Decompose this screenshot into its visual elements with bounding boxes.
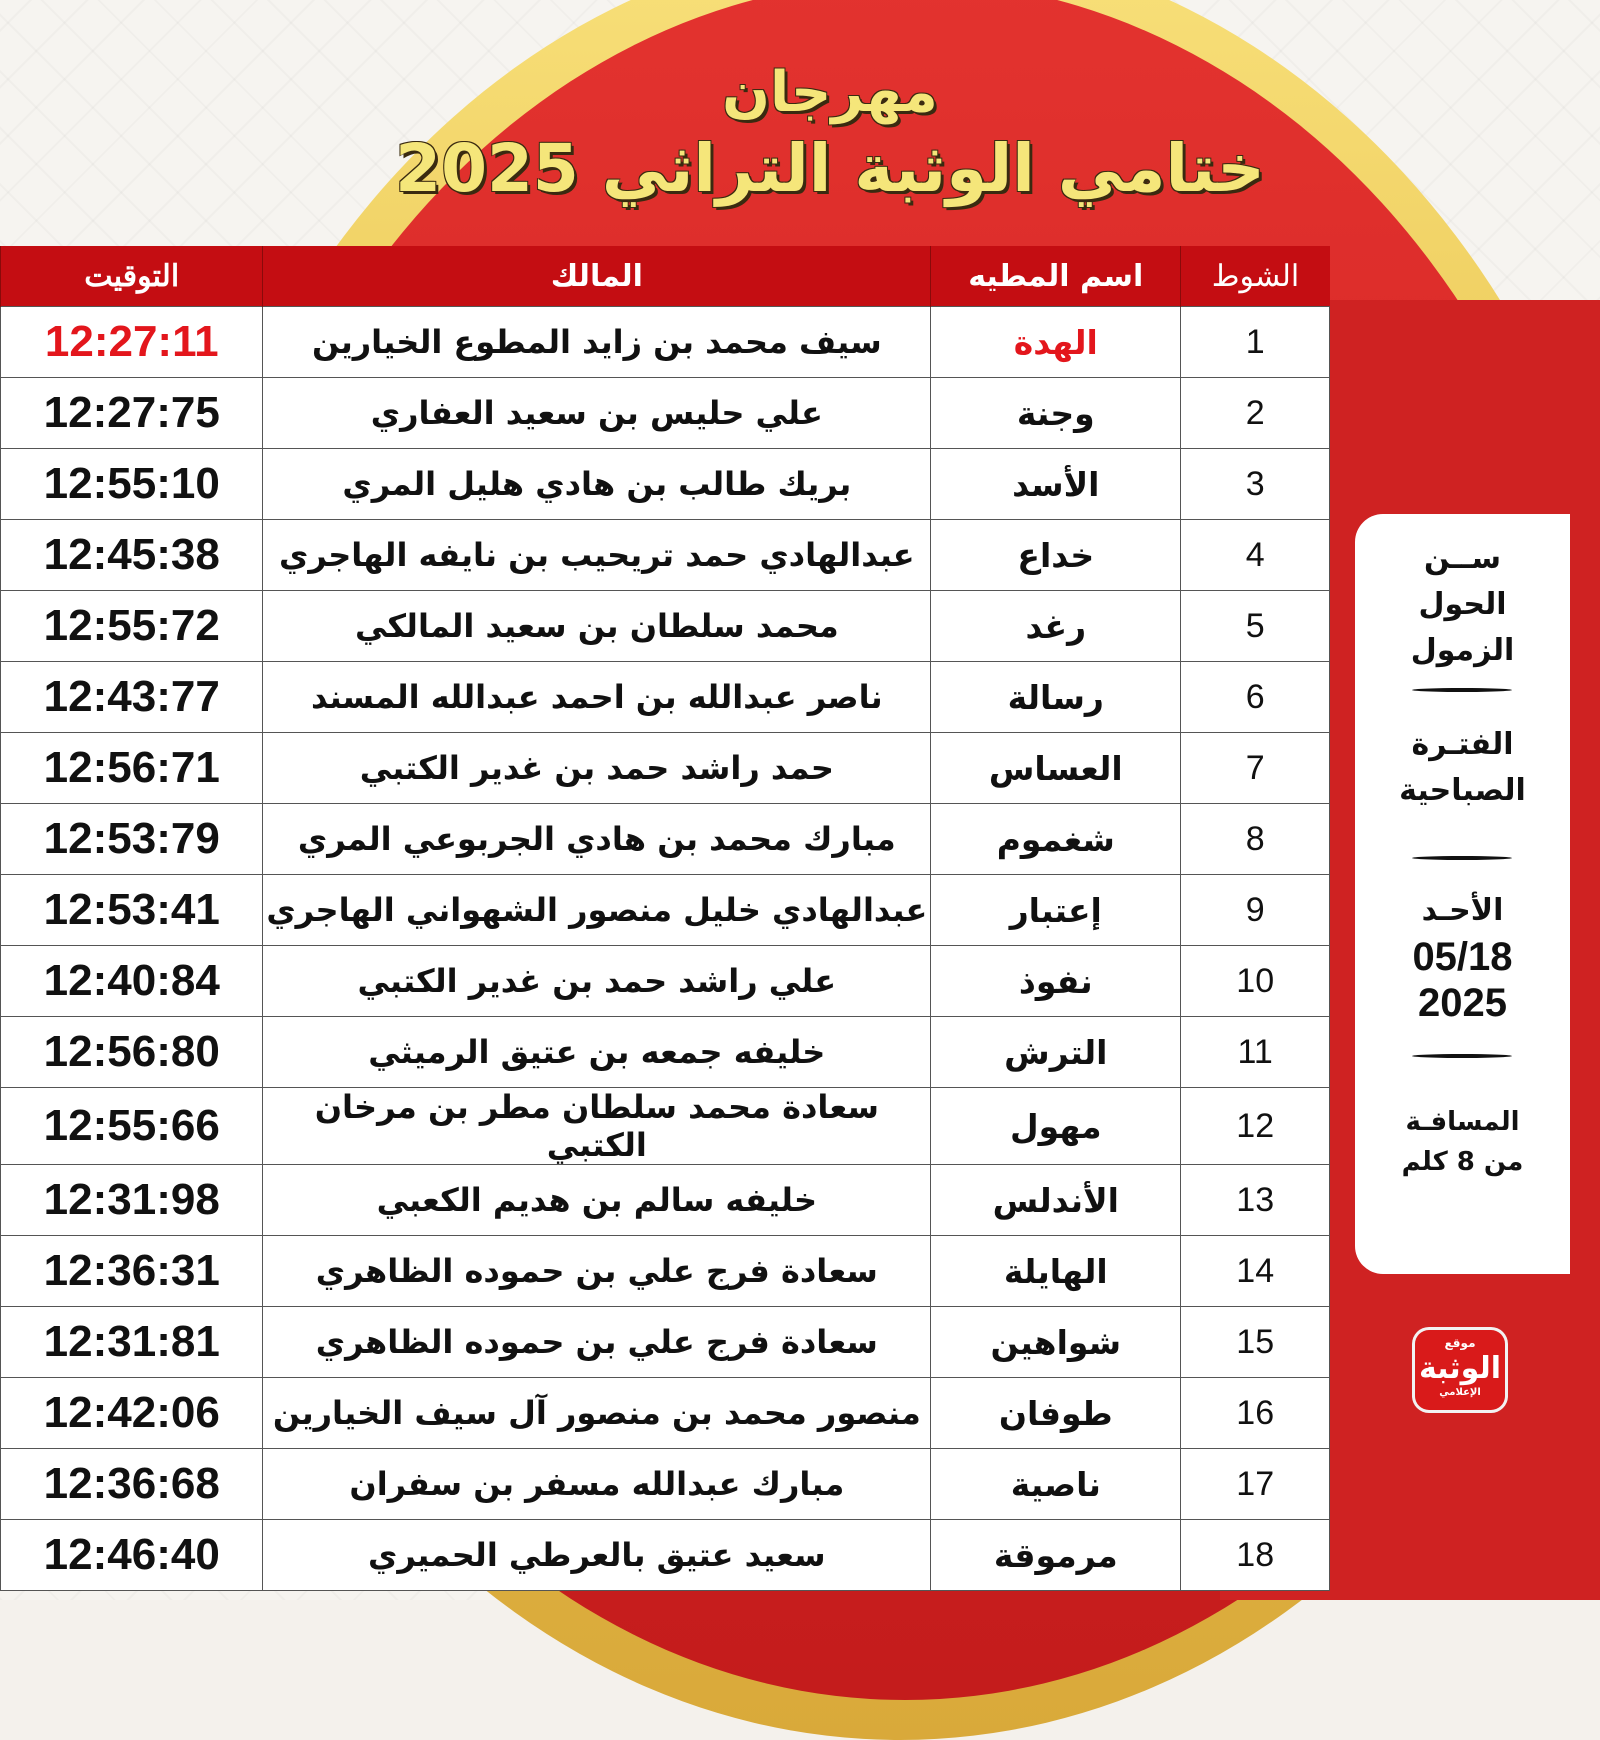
age-category xyxy=(1355,536,1570,674)
date-info xyxy=(1355,888,1570,1026)
table-row xyxy=(1,1088,1330,1165)
camel-name-cell: الأندلس xyxy=(931,1165,1181,1236)
col-header-time: التوقيت xyxy=(1,246,263,307)
time-cell: 12:43:77 xyxy=(1,662,263,733)
owner-cell: علي راشد حمد بن غدير الكتبي xyxy=(263,946,931,1017)
owner-cell: مبارك محمد بن هادي الجربوعي المري xyxy=(263,804,931,875)
table-row xyxy=(1,1236,1330,1307)
distance-label: المسافـة xyxy=(1405,1107,1520,1137)
age-value-2: الزمول xyxy=(1410,633,1515,668)
round-number-cell: 7 xyxy=(1181,733,1330,804)
owner-cell: بريك طالب بن هادي هليل المري xyxy=(263,449,931,520)
alwathba-logo xyxy=(1415,1330,1505,1410)
round-number-cell: 9 xyxy=(1181,875,1330,946)
table-row xyxy=(1,946,1330,1017)
time-cell: 12:31:81 xyxy=(1,1307,263,1378)
owner-cell: خليفه سالم بن هديم الكعبي xyxy=(263,1165,931,1236)
camel-name-cell: مهول xyxy=(931,1088,1181,1165)
time-cell: 12:31:98 xyxy=(1,1165,263,1236)
camel-name-cell: الهايلة xyxy=(931,1236,1181,1307)
table-row xyxy=(1,520,1330,591)
table-row xyxy=(1,1165,1330,1236)
round-number-cell: 1 xyxy=(1181,307,1330,378)
table-row xyxy=(1,662,1330,733)
owner-cell: سعادة محمد سلطان مطر بن مرخان الكتبي xyxy=(263,1088,931,1165)
age-value-1: الحول xyxy=(1418,587,1507,622)
table-row xyxy=(1,1017,1330,1088)
round-number-cell: 18 xyxy=(1181,1520,1330,1591)
divider xyxy=(1412,856,1512,860)
round-number-cell: 5 xyxy=(1181,591,1330,662)
round-number-cell: 8 xyxy=(1181,804,1330,875)
owner-cell: حمد راشد حمد بن غدير الكتبي xyxy=(263,733,931,804)
divider xyxy=(1412,1054,1512,1058)
time-cell: 12:42:06 xyxy=(1,1378,263,1449)
round-number-cell: 3 xyxy=(1181,449,1330,520)
round-number-cell: 15 xyxy=(1181,1307,1330,1378)
table-row xyxy=(1,1307,1330,1378)
owner-cell: سعيد عتيق بالعرطي الحميري xyxy=(263,1520,931,1591)
camel-name-cell: مرموقة xyxy=(931,1520,1181,1591)
table-row xyxy=(1,804,1330,875)
camel-name-cell: رسالة xyxy=(931,662,1181,733)
round-number-cell: 2 xyxy=(1181,378,1330,449)
table-row xyxy=(1,307,1330,378)
table-row xyxy=(1,1520,1330,1591)
time-cell: 12:56:80 xyxy=(1,1017,263,1088)
time-cell: 12:53:79 xyxy=(1,804,263,875)
owner-cell: عبدالهادي حمد تريحيب بن نايفه الهاجري xyxy=(263,520,931,591)
time-cell: 12:56:71 xyxy=(1,733,263,804)
festival-title-line2: ختامي الوثبة التراثي 2025 xyxy=(395,130,1265,207)
owner-cell: ناصر عبدالله بن احمد عبدالله المسند xyxy=(263,662,931,733)
race-info-card xyxy=(1355,514,1570,1274)
owner-cell: محمد سلطان بن سعيد المالكي xyxy=(263,591,931,662)
distance-info xyxy=(1355,1102,1570,1182)
camel-name-cell: ناصية xyxy=(931,1449,1181,1520)
camel-name-cell: إعتبار xyxy=(931,875,1181,946)
round-number-cell: 6 xyxy=(1181,662,1330,733)
owner-cell: سعادة فرج علي بن حموده الظاهري xyxy=(263,1236,931,1307)
day-label: الأحـد xyxy=(1421,893,1504,928)
table-row xyxy=(1,875,1330,946)
time-cell: 12:55:66 xyxy=(1,1088,263,1165)
period-label: الفتـرة xyxy=(1411,727,1514,762)
race-results-table xyxy=(0,246,1330,1591)
period-info xyxy=(1355,722,1570,814)
owner-cell: سيف محمد بن زايد المطوع الخيارين xyxy=(263,307,931,378)
camel-name-cell: رغد xyxy=(931,591,1181,662)
round-number-cell: 4 xyxy=(1181,520,1330,591)
age-label: ســن xyxy=(1423,541,1501,576)
logo-main-text: الوثبة xyxy=(1418,1351,1502,1386)
time-cell: 12:55:72 xyxy=(1,591,263,662)
col-header-round: الشوط xyxy=(1181,246,1330,307)
round-number-cell: 13 xyxy=(1181,1165,1330,1236)
owner-cell: منصور محمد بن منصور آل سيف الخيارين xyxy=(263,1378,931,1449)
time-cell: 12:46:40 xyxy=(1,1520,263,1591)
table-row xyxy=(1,1449,1330,1520)
col-header-owner: المالك xyxy=(263,246,931,307)
col-header-camel-name: اسم المطيه xyxy=(931,246,1181,307)
divider xyxy=(1412,688,1512,692)
round-number-cell: 10 xyxy=(1181,946,1330,1017)
year-value: 2025 xyxy=(1418,981,1507,1025)
festival-title-line1: مهرجان xyxy=(722,60,938,125)
round-number-cell: 17 xyxy=(1181,1449,1330,1520)
logo-bottom-text: الإعلامي xyxy=(1439,1387,1481,1398)
period-value: الصباحية xyxy=(1399,773,1526,808)
camel-name-cell: الأسد xyxy=(931,449,1181,520)
camel-name-cell: الهدة xyxy=(931,307,1181,378)
camel-name-cell: شواهين xyxy=(931,1307,1181,1378)
table-row xyxy=(1,591,1330,662)
camel-name-cell: شغموم xyxy=(931,804,1181,875)
round-number-cell: 11 xyxy=(1181,1017,1330,1088)
camel-name-cell: وجنة xyxy=(931,378,1181,449)
table-header-row xyxy=(1,246,1330,307)
owner-cell: سعادة فرج علي بن حموده الظاهري xyxy=(263,1307,931,1378)
table-row xyxy=(1,1378,1330,1449)
round-number-cell: 12 xyxy=(1181,1088,1330,1165)
time-cell: 12:36:31 xyxy=(1,1236,263,1307)
table-row xyxy=(1,378,1330,449)
time-cell: 12:40:84 xyxy=(1,946,263,1017)
time-cell: 12:53:41 xyxy=(1,875,263,946)
camel-name-cell: خداع xyxy=(931,520,1181,591)
camel-name-cell: نفوذ xyxy=(931,946,1181,1017)
round-number-cell: 16 xyxy=(1181,1378,1330,1449)
owner-cell: مبارك عبدالله مسفر بن سفران xyxy=(263,1449,931,1520)
owner-cell: عبدالهادي خليل منصور الشهواني الهاجري xyxy=(263,875,931,946)
logo-top-text: موقع xyxy=(1444,1336,1476,1350)
date-value: 05/18 xyxy=(1412,935,1513,979)
camel-name-cell: الترش xyxy=(931,1017,1181,1088)
time-cell: 12:36:68 xyxy=(1,1449,263,1520)
time-cell: 12:55:10 xyxy=(1,449,263,520)
time-cell: 12:45:38 xyxy=(1,520,263,591)
table-row xyxy=(1,449,1330,520)
round-number-cell: 14 xyxy=(1181,1236,1330,1307)
owner-cell: علي حليس بن سعيد العفاري xyxy=(263,378,931,449)
camel-name-cell: طوفان xyxy=(931,1378,1181,1449)
time-cell: 12:27:11 xyxy=(1,307,263,378)
time-cell: 12:27:75 xyxy=(1,378,263,449)
table-row xyxy=(1,733,1330,804)
owner-cell: خليفه جمعه بن عتيق الرميثي xyxy=(263,1017,931,1088)
distance-value: من 8 كلم xyxy=(1401,1147,1524,1177)
camel-name-cell: العساس xyxy=(931,733,1181,804)
